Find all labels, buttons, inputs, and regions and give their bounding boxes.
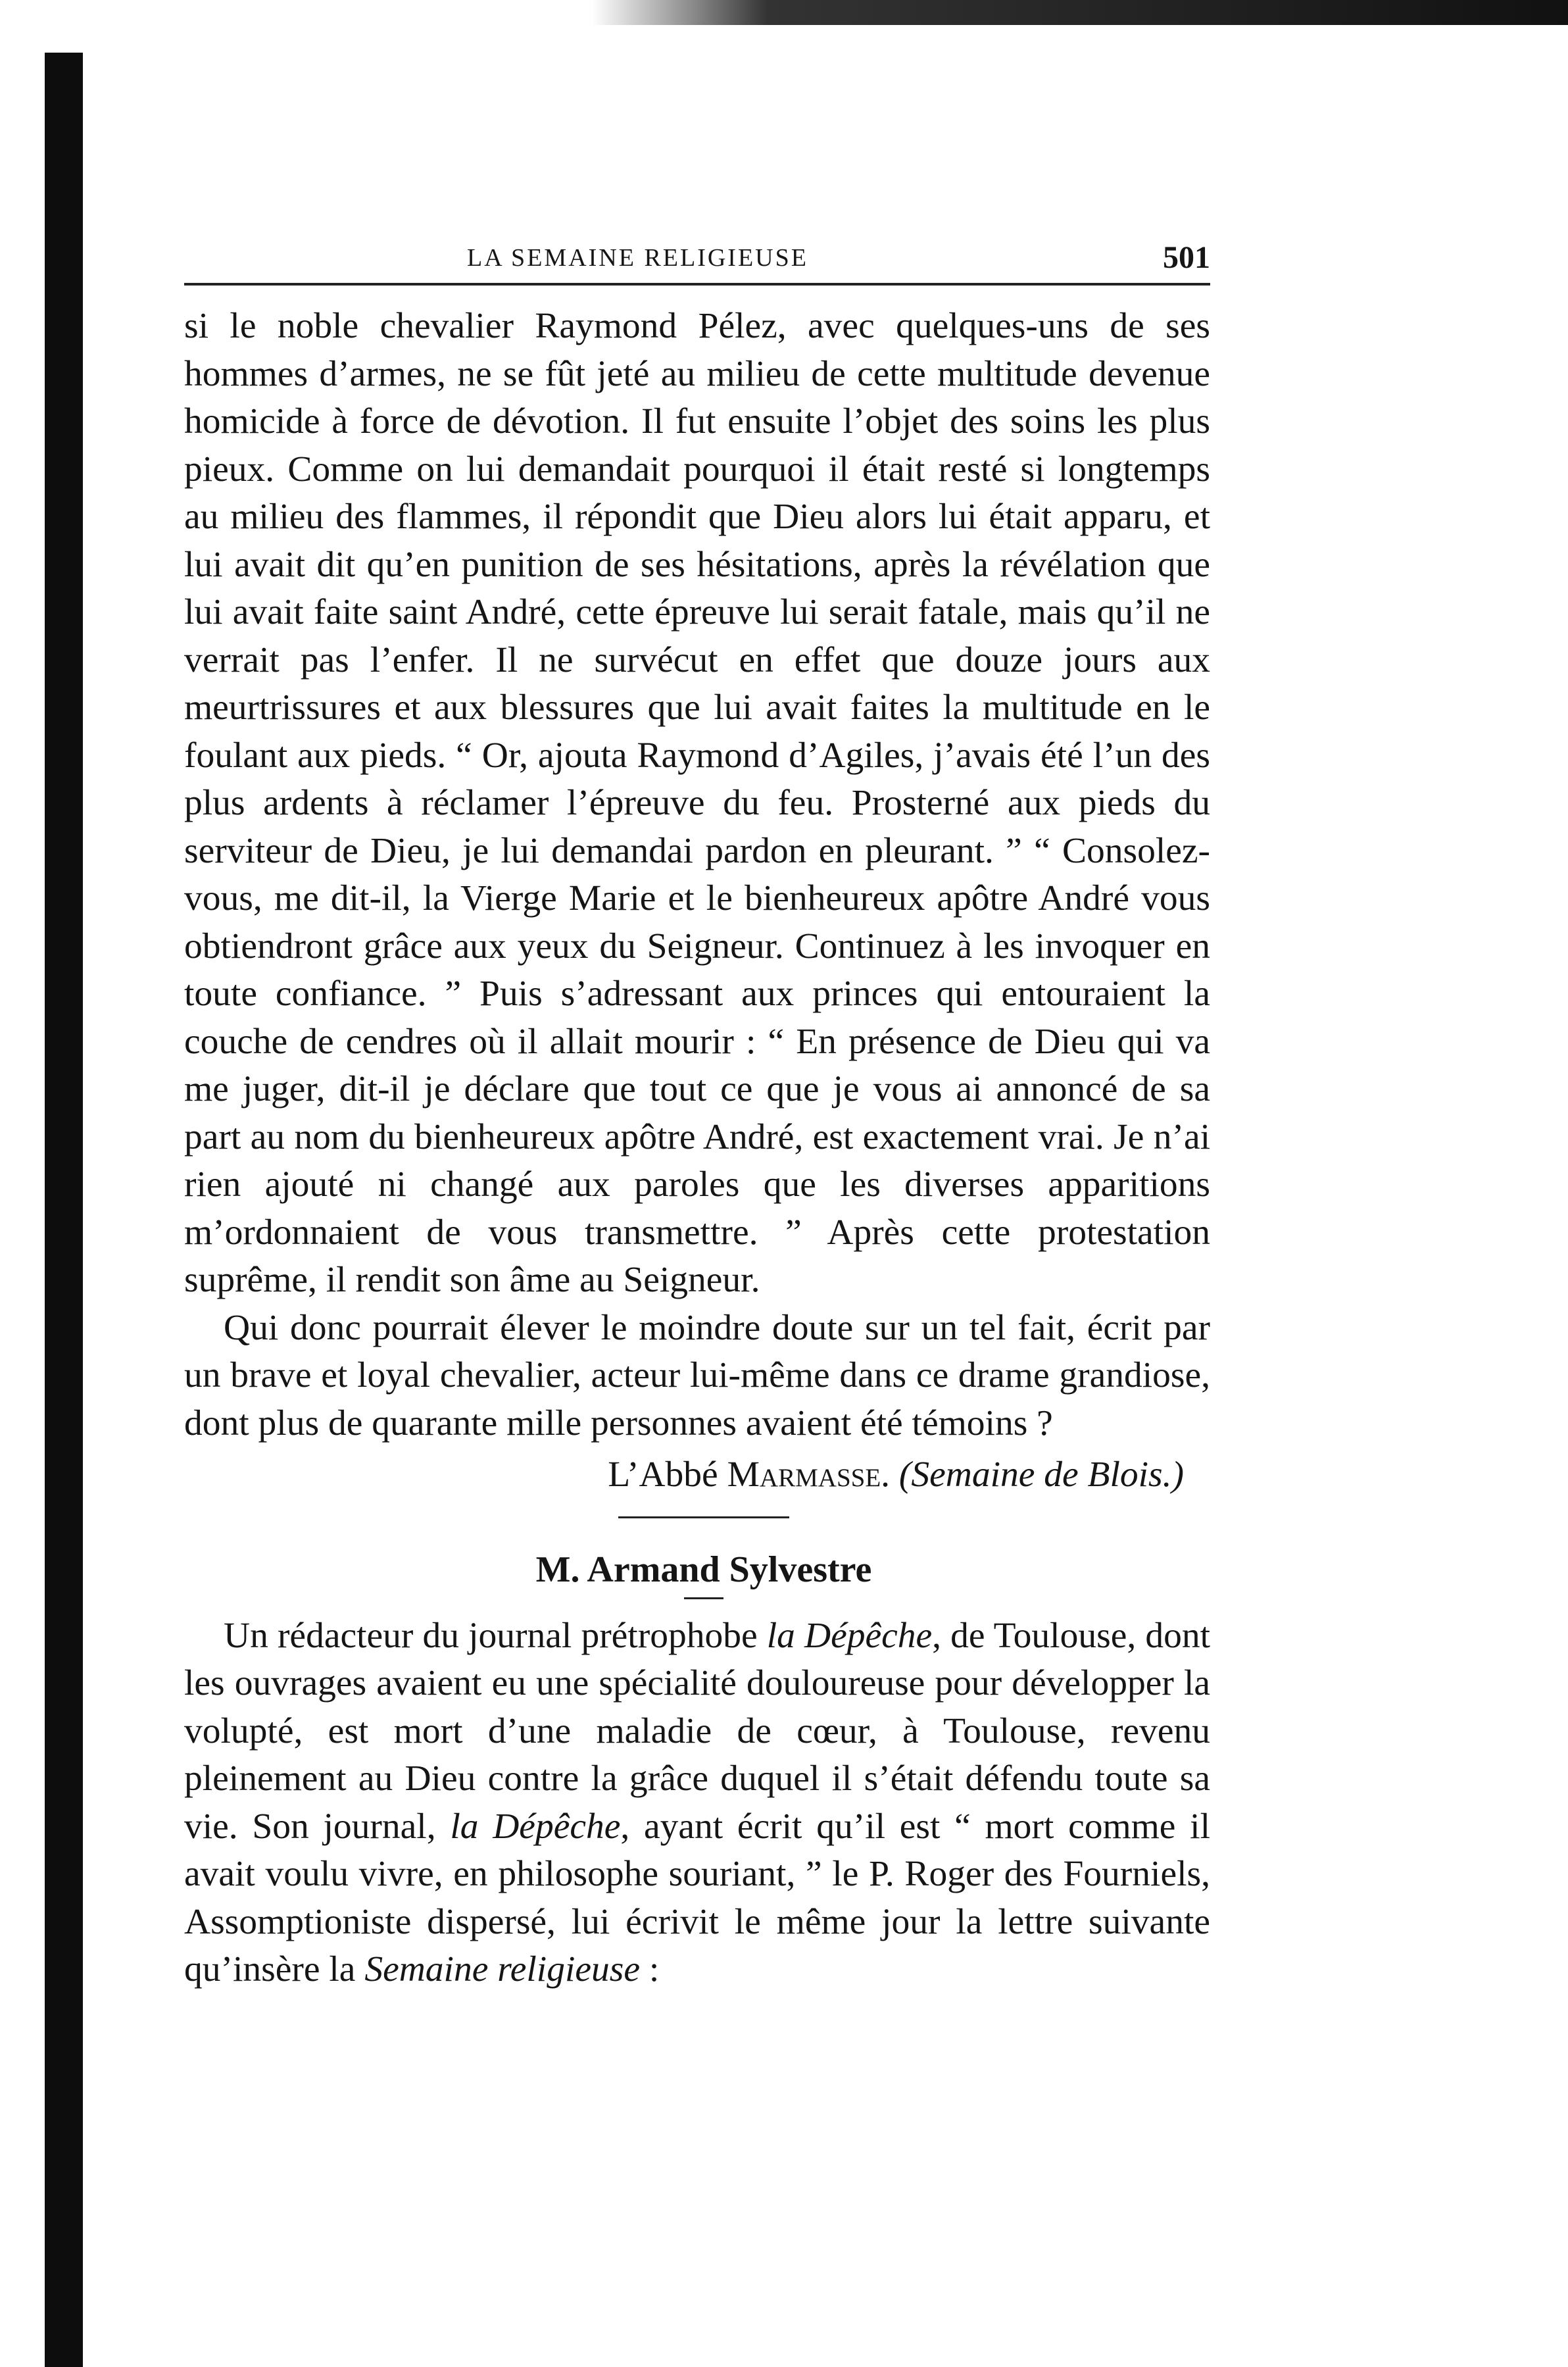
signature (184, 1451, 1184, 1499)
scan-left-edge (45, 53, 83, 2367)
section-title: M. Armand Sylvestre (535, 1549, 872, 1590)
journal-title-1: la Dépêche (766, 1615, 933, 1656)
paragraph-1: si le noble chevalier Raymond Pélez, avec quelques-uns de ses hommes d’armes, ne se fût jeté au milieu de cette multitude devenue homicide à force de dévotion. Il fut ensuite l’objet des soins les plus pieux. Comme on lui demandait pourquoi il était resté si longtemps au milieu des flammes, il répondit que Dieu alors lui était apparu, et lui avait dit qu’en punition de ses hésitations, après la révélation que lui avait faite saint André, cette épreuve lui serait fatale, mais qu’il ne verrait pas l’enfer. Il ne survécut en effet que douze jours aux meurtrissures et aux blessures que lui avait faites la multitude en le foulant aux pieds. “ Or, ajouta Raymond d’Agiles, j’avais été l’un des plus ardents à réclamer l’épreuve du feu. Prosterné aux pieds du serviteur de Dieu, je lui demandai pardon en pleurant. ” “ Consolez-vous, me dit-il, la Vierge Marie et le bienheureux apôtre André vous obtiendront grâce aux yeux du Seigneur. Continuez à les invoquer en toute confiance. ” Puis s’adressant aux princes qui entouraient la couche de cendres où il allait mourir : “ En présence de Dieu qui va me juger, dit-il je déclare que tout ce que je vous ai annoncé de sa part au nom du bienheureux apôtre André, est exactement vrai. Je n’ai rien ajouté ni changé aux paroles que les diverses apparitions m’ordonnaient de vous transmettre. ” Après cette protestation suprême, il rendit son âme au Seigneur. (184, 306, 1210, 1300)
body-text (184, 303, 1210, 1447)
signature-prefix: L’Abbé (608, 1455, 727, 1495)
journal-title-2: la Dépêche (450, 1806, 621, 1847)
page (184, 237, 1223, 1994)
paragraph-3 (184, 1612, 1210, 1994)
header-rule (184, 283, 1210, 286)
paragraph-2: Qui donc pourrait élever le moindre doute sur un tel fait, écrit par un brave et loyal chevalier, acteur lui-même dans ce drame grandiose, dont plus de quarante mille personnes avaient été témoins ? (184, 1307, 1210, 1443)
signature-name (608, 1455, 890, 1495)
signature-surname: Marmasse. (727, 1455, 891, 1495)
paragraph-3-part-1: Un rédacteur du journal prétrophobe (224, 1615, 767, 1656)
title-rule (684, 1597, 723, 1599)
paragraph-3-part-2: , de Toulouse, dont les ouvrages avaient eu une spécialité douloureuse pour développer la volupté, est mort d’une maladie de cœur, à Toulouse, revenu pleinement au Dieu contre la grâce duquel il s’était défendu toute sa vie. Son journal, (184, 1615, 1211, 1847)
section-separator (618, 1516, 789, 1518)
page-number: 501 (1163, 240, 1210, 275)
journal-title-3: Semaine religieuse (364, 1949, 641, 1989)
paragraph-3-part-3: , ayant écrit qu’il est “ mort comme il avait voulu vivre, en philosophe souriant, ” le P. Roger des Fourniels, Assomptioniste dispersé, lui écrivit le même jour la lettre suivante qu’insère la (184, 1806, 1210, 1989)
running-title: LA SEMAINE RELIGIEUSE (467, 244, 808, 272)
running-header (184, 237, 1223, 283)
paragraph-3-part-4: : (640, 1949, 660, 1989)
body-text-2 (184, 1612, 1210, 1994)
top-edge-rule (592, 0, 1568, 25)
signature-source: (Semaine de Blois.) (898, 1455, 1184, 1495)
